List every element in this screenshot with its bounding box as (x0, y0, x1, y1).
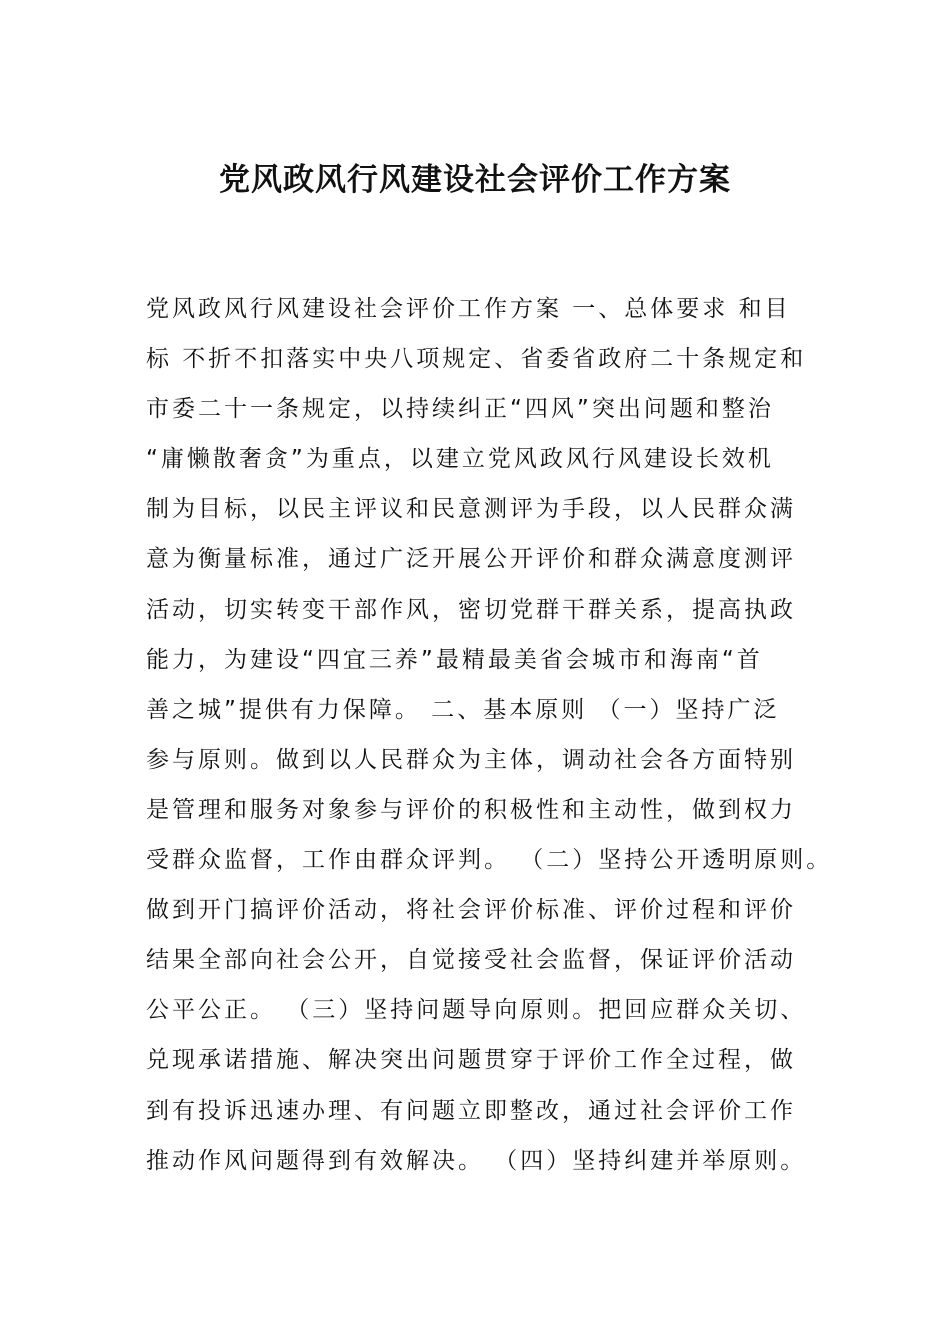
body-line: 参与原则。做到以人民群众为主体，调动社会各方面特别 (146, 746, 796, 773)
body-line: 做到开门搞评价活动，将社会评价标准、评价过程和评价 (146, 897, 796, 924)
body-line: 制为目标，以民主评议和民意测评为手段，以人民群众满 (146, 496, 796, 523)
body-line: 结果全部向社会公开，自觉接受社会监督，保证评价活动 (146, 947, 796, 974)
body-line: 公平公正。 （三）坚持问题导向原则。把回应群众关切、 (146, 997, 807, 1024)
body-line: 能力，为建设“四宜三养”最精最美省会城市和海南“首 (146, 646, 763, 673)
body-line: 受群众监督，工作由群众评判。 （二）坚持公开透明原则。 (146, 847, 833, 874)
body-line: 市委二十一条规定，以持续纠正“四风”突出问题和整治 (146, 396, 774, 423)
body-line: 推动作风问题得到有效解决。 （四）坚持纠建并举原则。 (146, 1147, 807, 1174)
body-line: 标 不折不扣落实中央八项规定、省委省政府二十条规定和 (146, 346, 807, 373)
body-line: 活动，切实转变干部作风，密切党群干群关系，提高执政 (146, 596, 796, 623)
body-line: 意为衡量标准，通过广泛开展公开评价和群众满意度测评 (146, 546, 796, 573)
body-line: 是管理和服务对象参与评价的积极性和主动性，做到权力 (146, 796, 796, 823)
document-body (146, 284, 836, 1186)
document-title: 党风政风行风建设社会评价工作方案 (219, 162, 731, 198)
body-line: 兑现承诺措施、解决突出问题贯穿于评价工作全过程，做 (146, 1047, 796, 1074)
body-line: 党风政风行风建设社会评价工作方案 一、总体要求 和目 (146, 296, 791, 322)
body-line: “庸懒散奢贪”为重点，以建立党风政风行风建设长效机 (146, 446, 774, 473)
body-line: 善之城”提供有力保障。 二、基本原则 （一）坚持广泛 (146, 696, 780, 723)
body-line: 到有投诉迅速办理、有问题立即整改，通过社会评价工作 (146, 1097, 796, 1124)
